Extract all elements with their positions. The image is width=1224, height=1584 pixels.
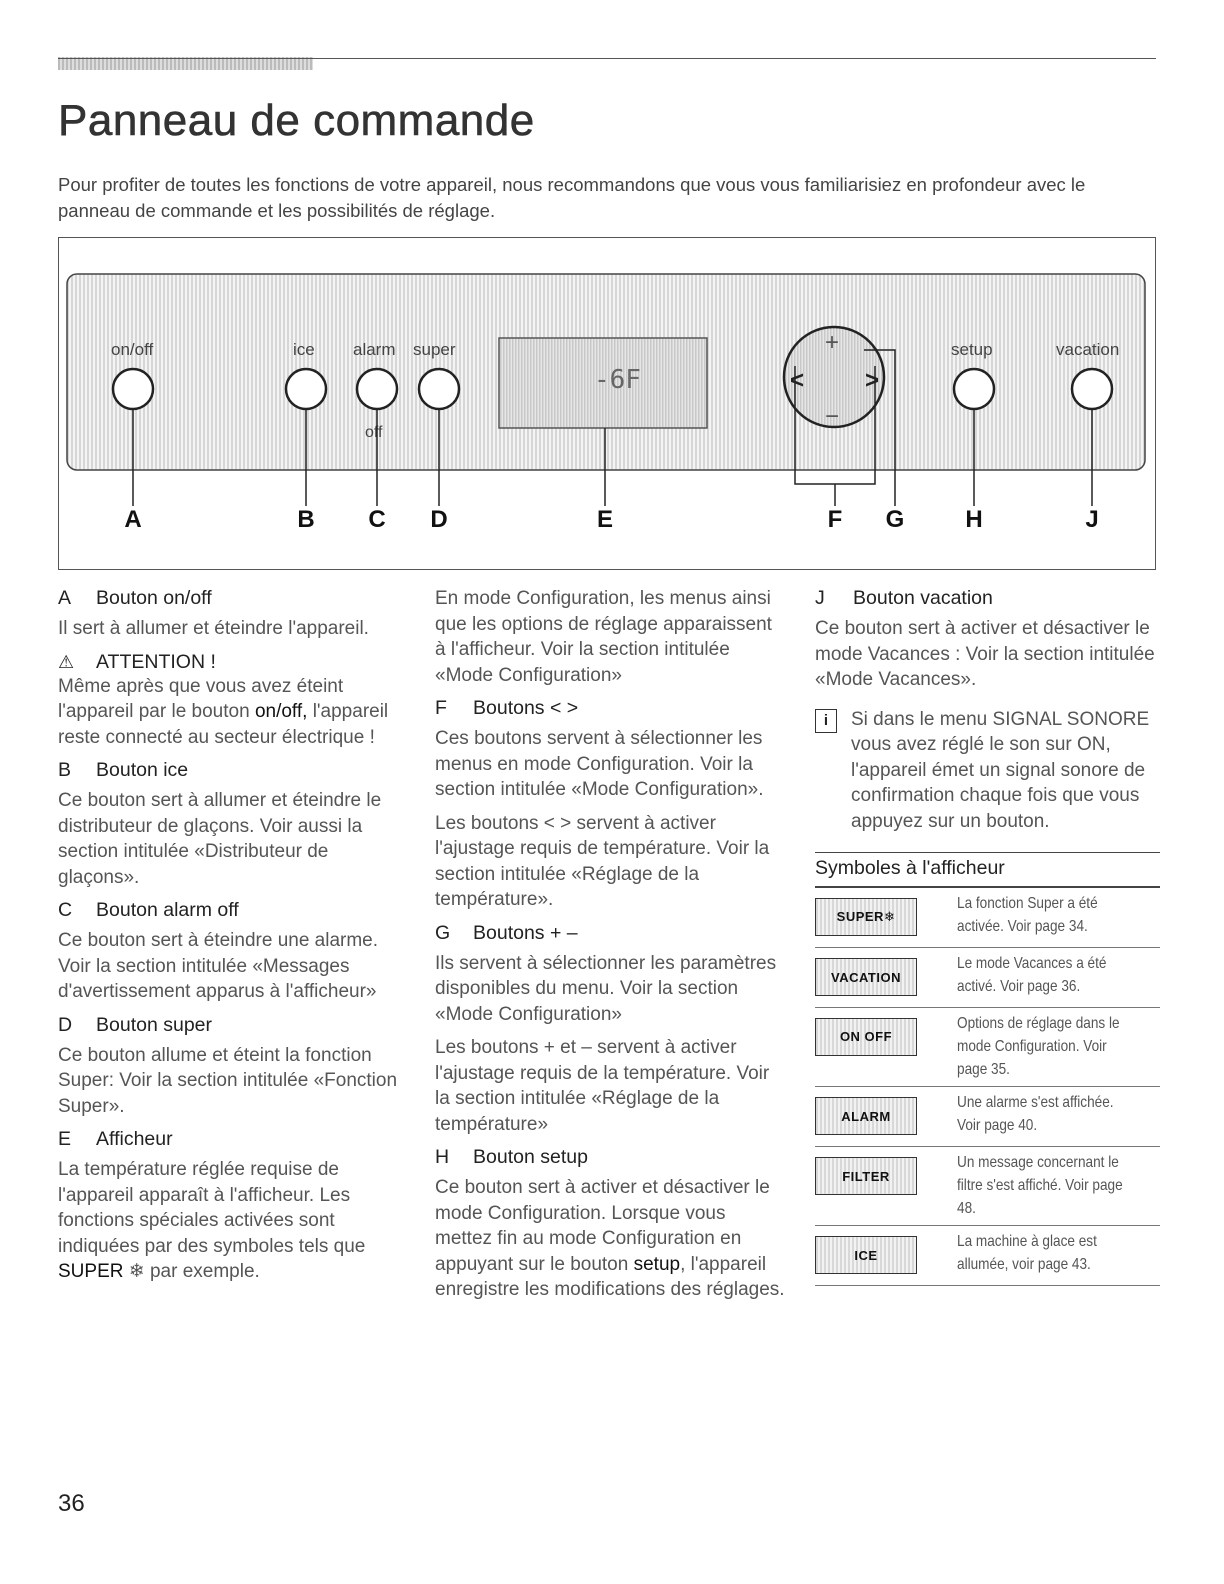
- snowflake-icon: ❄: [128, 1261, 145, 1282]
- nav-minus-icon: −: [825, 403, 840, 430]
- column-2: [435, 586, 785, 1311]
- heading-g: G Boutons + –: [435, 921, 578, 944]
- intro-text: Pour profiter de toutes les fonctions de votre appareil, nous recommandons que vous vous familiarisiez en profondeur avec le panneau de commande et les possibilités de réglage.: [58, 174, 1086, 221]
- symbol-desc: Le mode Vacances a été activé. Voir page 36.: [957, 955, 1107, 995]
- heading-f: F Boutons < >: [435, 697, 579, 719]
- text-f-1: Ces boutons servent à sélectionner les menus en mode Configuration. Voir la section intitulée «Mode Configuration».: [435, 728, 764, 800]
- info-text: Si dans le menu SIGNAL SONORE vous avez réglé le son sur ON, l'appareil émet un signal sonore de confirmation chaque fois que vous appuyez sur un bouton.: [851, 708, 1150, 832]
- label-off: off: [365, 424, 383, 441]
- callout-d: D: [430, 506, 448, 533]
- heading-d: D Bouton super: [58, 1013, 213, 1036]
- warning-icon: ⚠: [58, 651, 75, 672]
- text-c: Ce bouton sert à éteindre une alarme. Voir la section intitulée «Messages d'avertissement apparus à l'afficheur»: [58, 930, 379, 1002]
- symbol-desc: Un message concernant le filtre s'est affiché. Voir page 48.: [957, 1154, 1123, 1217]
- nav-left-icon: <: [790, 367, 805, 394]
- ice-button[interactable]: [286, 369, 326, 409]
- warning-text: Même après que vous avez éteint l'appareil par le bouton on/off, l'appareil reste connecté au secteur électrique !: [58, 675, 389, 748]
- symbol-filter: FILTER: [815, 1157, 917, 1195]
- symbol-desc: La machine à glace est allumée, voir page 43.: [957, 1233, 1097, 1273]
- text-g-2: Les boutons + et – servent à activer l'ajustage requis de la température. Voir la section intitulée «Réglage de la température»: [435, 1037, 770, 1135]
- symbol-row: [815, 1226, 1160, 1286]
- nav-plus-icon: +: [825, 329, 840, 356]
- text-f-2: Les boutons < > servent à activer l'ajustage requis de température. Voir la section intitulée «Réglage de la température».: [435, 812, 770, 910]
- column-3: [815, 586, 1160, 1286]
- callout-c: C: [368, 506, 386, 533]
- super-button[interactable]: [419, 369, 459, 409]
- text-j: Ce bouton sert à activer et désactiver le mode Vacances : Voir la section intitulée «Mode Vacances».: [815, 618, 1155, 690]
- label-setup: setup: [951, 340, 993, 359]
- warning-heading: ⚠ ATTENTION !: [58, 650, 216, 673]
- callout-b: B: [297, 506, 315, 533]
- symbol-row: [815, 888, 1160, 948]
- label-ice: ice: [293, 340, 315, 359]
- page-title: Panneau de commande: [58, 96, 535, 145]
- symbol-alarm: ALARM: [815, 1097, 917, 1135]
- nav-right-icon: >: [865, 367, 880, 394]
- page-number: 36: [58, 1490, 85, 1517]
- symbol-row: [815, 948, 1160, 1008]
- callout-a: A: [124, 506, 142, 533]
- heading-j: J Bouton vacation: [815, 587, 993, 609]
- label-onoff: on/off: [111, 340, 154, 359]
- text-d: Ce bouton allume et éteint la fonction Super: Voir la section intitulée «Fonction Super».: [58, 1044, 398, 1117]
- callout-j: J: [1085, 506, 1099, 533]
- symbol-on-off: ON OFF: [815, 1018, 917, 1056]
- info-note: [815, 707, 1160, 835]
- column-1: [58, 586, 408, 1293]
- callout-f: F: [827, 506, 843, 533]
- symbol-row: [815, 1147, 1160, 1226]
- symbol-super: SUPER❄: [815, 898, 917, 936]
- symbol-desc: Options de réglage dans le mode Configuration. Voir page 35.: [957, 1015, 1120, 1078]
- heading-h: H Bouton setup: [435, 1146, 588, 1168]
- label-alarm: alarm: [353, 340, 396, 359]
- onoff-button[interactable]: [113, 369, 153, 409]
- text-e: La température réglée requise de l'appareil apparaît à l'afficheur. Les fonctions spéciales activées sont indiquées par des symboles tels que SUPER ❄ par exemple.: [58, 1159, 366, 1282]
- symbols-title: Symboles à l'afficheur: [815, 852, 1160, 888]
- symbol-desc: Une alarme s'est affichée. Voir page 40.: [957, 1094, 1114, 1134]
- symbol-row: [815, 1087, 1160, 1147]
- heading-e: E Afficheur: [58, 1128, 173, 1150]
- label-vacation: vacation: [1056, 340, 1120, 359]
- heading-c: C Bouton alarm off: [58, 899, 239, 921]
- vacation-button[interactable]: [1072, 369, 1112, 409]
- heading-b: B Bouton ice: [58, 759, 189, 781]
- setup-button[interactable]: [954, 369, 994, 409]
- control-panel-figure: [58, 237, 1156, 570]
- info-icon: i: [815, 709, 837, 733]
- symbol-desc: La fonction Super a été activée. Voir page 34.: [957, 895, 1098, 935]
- text-a: Il sert à allumer et éteindre l'appareil.: [58, 618, 369, 639]
- text-g-1: Ils servent à sélectionner les paramètres disponibles du menu. Voir la section «Mode Configuration»: [435, 952, 777, 1025]
- label-super: super: [413, 340, 456, 359]
- alarm-off-button[interactable]: [357, 369, 397, 409]
- callout-e: E: [596, 506, 614, 533]
- callout-g: G: [885, 506, 905, 533]
- symbol-row: [815, 1008, 1160, 1087]
- display-readout: -6F: [594, 365, 641, 395]
- header-rule: [58, 58, 1156, 59]
- text-e-continued: En mode Configuration, les menus ainsi que les options de réglage apparaissent à l'afficheur. Voir la section intitulée «Mode Configuration»: [435, 588, 772, 686]
- text-b: Ce bouton sert à allumer et éteindre le distributeur de glaçons. Voir aussi la section intitulée «Distributeur de glaçons».: [58, 790, 382, 888]
- symbol-vacation: VACATION: [815, 958, 917, 996]
- heading-a: A Bouton on/off: [58, 587, 212, 609]
- callout-h: H: [965, 506, 983, 533]
- symbol-ice: ICE: [815, 1236, 917, 1274]
- text-h: Ce bouton sert à activer et désactiver le mode Configuration. Lorsque vous mettez fin au mode Configuration en appuyant sur le bouton setup, l'appareil enregistre les modifications des réglages.: [435, 1177, 785, 1300]
